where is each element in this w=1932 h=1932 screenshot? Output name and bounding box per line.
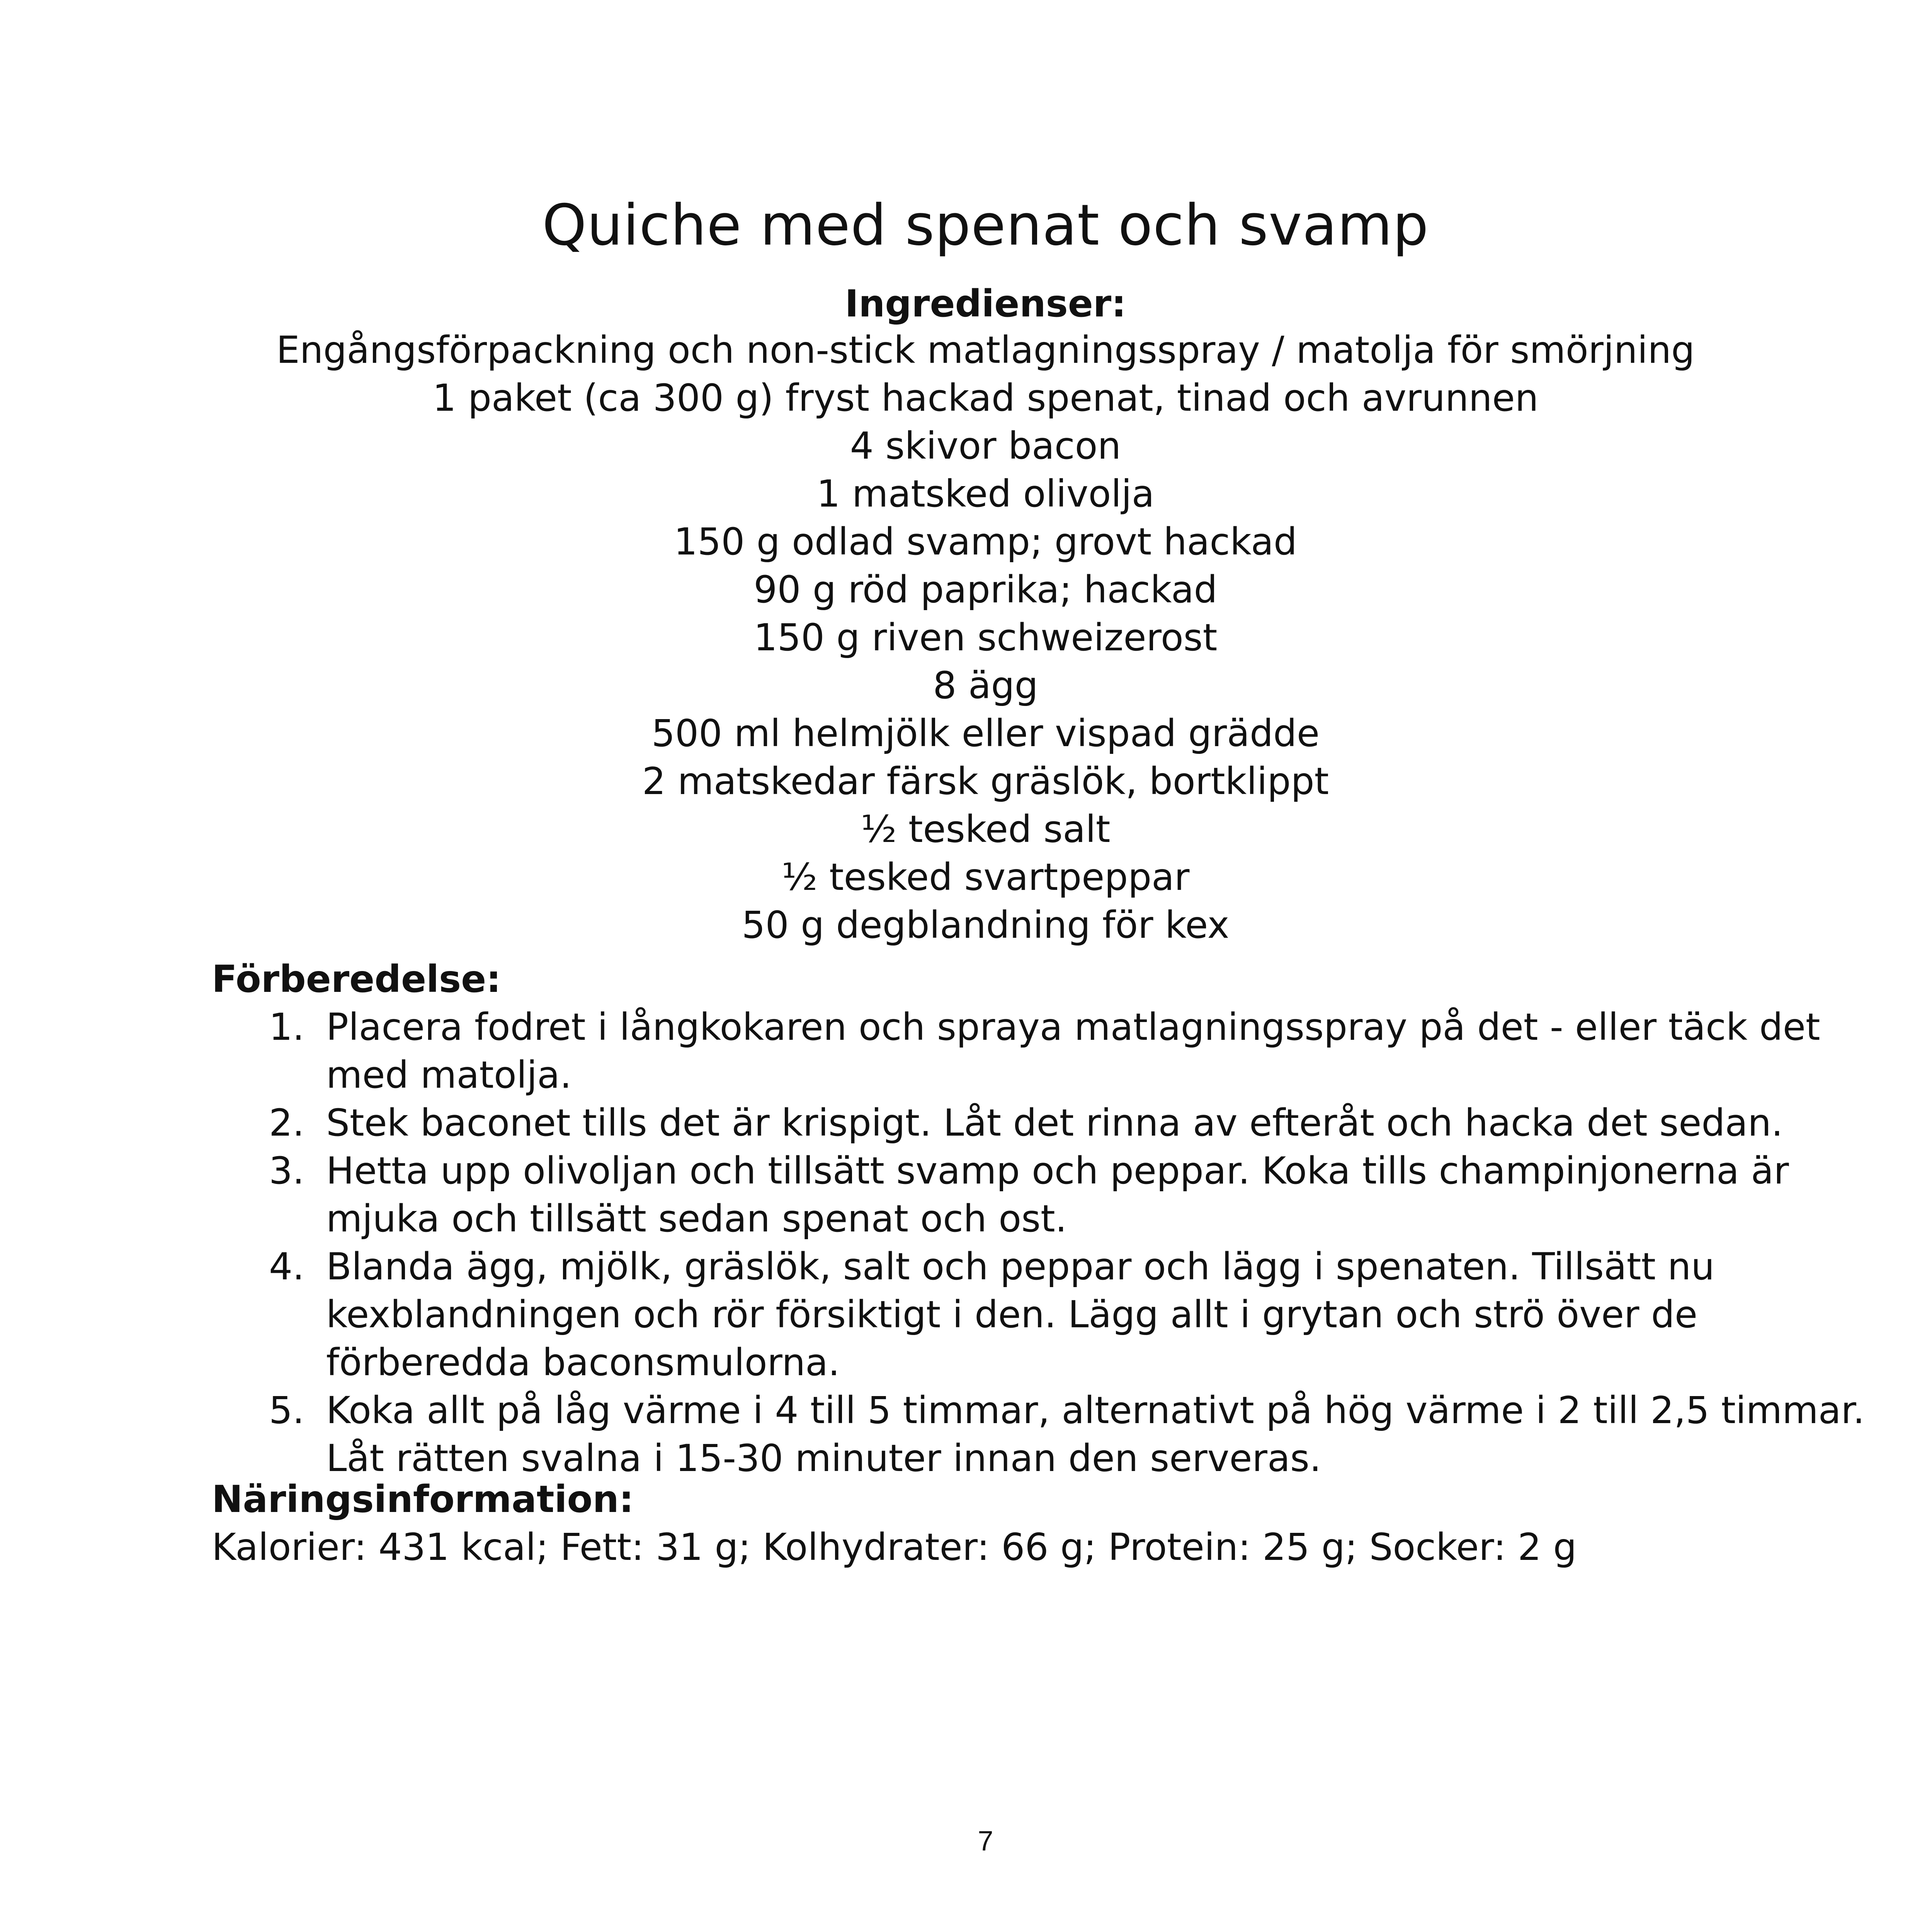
step-text: Hetta upp olivoljan och tillsätt svamp och peppar. Koka tills champinjonerna är mjuka och tillsätt sedan spenat och ost. [326,1149,1789,1240]
step-text: Blanda ägg, mjölk, gräslök, salt och peppar och lägg i spenaten. Tillsätt nu kexblandningen och rör försiktigt i den. Lägg allt i grytan och strö över de förberedda baconsmulorna. [326,1245,1715,1384]
step-number: 4. [269,1245,304,1288]
ingredient-item: 1 paket (ca 300 g) fryst hackad spenat, tinad och avrunnen [432,376,1539,420]
step-item [212,1099,1900,1147]
ingredient-item: Engångsförpackning och non-stick matlagningsspray / matolja för smörjning [276,328,1695,372]
step-number: 5. [269,1389,304,1432]
ingredient-item: 4 skivor bacon [850,424,1121,468]
nutrition-heading: Näringsinformation: [212,1478,634,1521]
page-number: 7 [978,1826,993,1857]
preparation-steps [212,1003,1900,1482]
ingredient-item: 150 g odlad svamp; grovt hackad [674,520,1297,563]
step-text: Koka allt på låg värme i 4 till 5 timmar, alternativt på hög värme i 2 till 2,5 timmar. Låt rätten svalna i 15-30 minuter innan den serveras. [326,1389,1865,1480]
step-number: 1. [269,1005,304,1049]
preparation-heading: Förberedelse: [212,957,501,1001]
ingredients-list [0,326,1932,949]
step-item [212,1386,1900,1482]
ingredient-item: 50 g degblandning för kex [742,903,1230,947]
ingredient-item: 1 matsked olivolja [816,472,1155,515]
ingredient-item: 90 g röd paprika; hackad [753,568,1218,611]
ingredient-item: 8 ägg [933,664,1038,707]
step-text: Placera fodret i långkokaren och spraya matlagningsspray på det - eller täck det med matolja. [326,1005,1820,1097]
ingredient-item: ½ tesked svartpeppar [781,855,1190,899]
step-item [212,1243,1900,1386]
nutrition-text: Kalorier: 431 kcal; Fett: 31 g; Kolhydrater: 66 g; Protein: 25 g; Socker: 2 g [212,1526,1577,1569]
step-text: Stek baconet tills det är krispigt. Låt det rinna av efteråt och hacka det sedan. [326,1101,1783,1145]
step-item [212,1003,1900,1099]
ingredient-item: 2 matskedar färsk gräslök, bortklippt [642,760,1329,803]
ingredients-heading: Ingredienser: [845,282,1126,325]
step-item [212,1147,1900,1243]
step-number: 2. [269,1101,304,1145]
ingredient-item: ½ tesked salt [861,808,1111,851]
ingredient-item: 150 g riven schweizerost [753,616,1218,659]
step-number: 3. [269,1149,304,1192]
ingredient-item: 500 ml helmjölk eller vispad grädde [651,712,1320,755]
recipe-title: Quiche med spenat och svamp [542,192,1429,258]
